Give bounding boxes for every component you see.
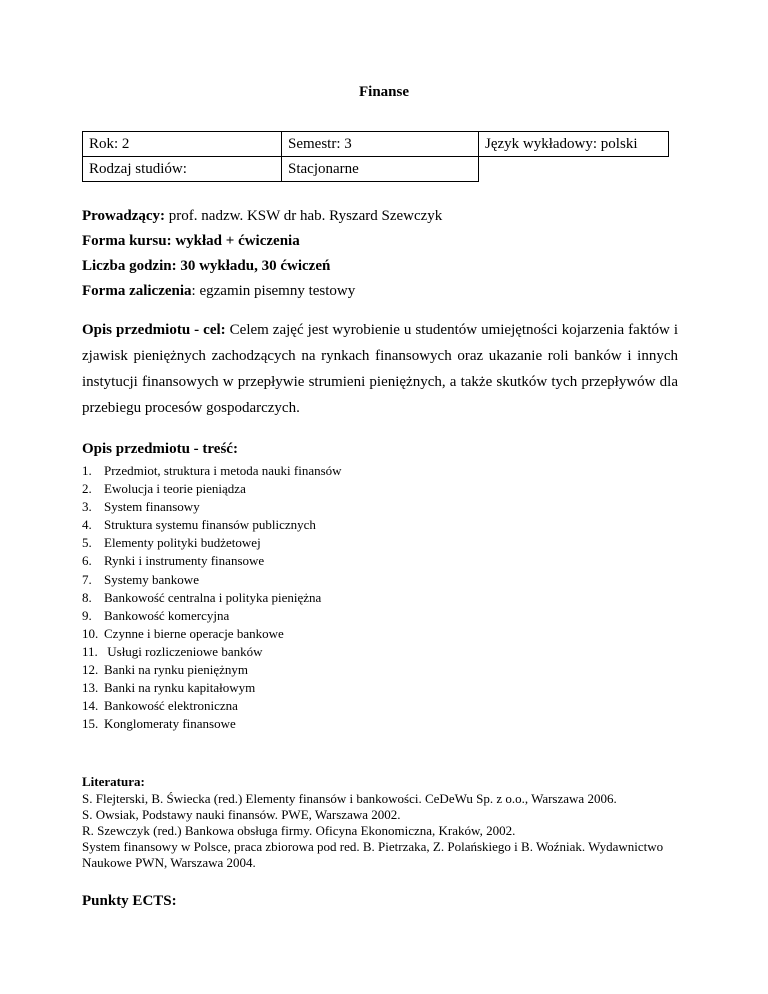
- topic-number: 12.: [82, 662, 99, 678]
- topic-text: Struktura systemu finansów publicznych: [104, 517, 316, 533]
- topic-number: 14.: [82, 698, 99, 714]
- literature-entry: R. Szewczyk (red.) Bankowa obsługa firmy. Oficyna Ekonomiczna, Kraków, 2002.: [82, 823, 516, 838]
- topic-text: Czynne i bierne operacje bankowe: [104, 625, 284, 641]
- topic-text: Rynki i instrumenty finansowe: [104, 553, 265, 569]
- topic-item: [82, 552, 342, 570]
- topic-text: Elementy polityki budżetowej: [104, 535, 261, 551]
- course-topics-list: [82, 462, 342, 733]
- topic-number: 7.: [82, 571, 92, 587]
- topic-number: 11.: [82, 643, 98, 659]
- topic-item: [82, 661, 342, 679]
- study-type-value-cell: Stacjonarne: [282, 157, 479, 182]
- topic-number: 6.: [82, 553, 92, 569]
- topic-item: [82, 534, 342, 552]
- course-form-line: [82, 231, 300, 251]
- topic-text: Ewolucja i teorie pieniądza: [104, 481, 246, 497]
- assessment-label: Forma zaliczenia: [82, 283, 192, 299]
- lecturer-line: [82, 206, 442, 226]
- topic-text: Bankowość elektroniczna: [104, 698, 238, 714]
- topic-item: [82, 679, 342, 697]
- hours-count: Liczba godzin: 30 wykładu, 30 ćwiczeń: [82, 258, 331, 274]
- literature-entry: S. Owsiak, Podstawy nauki finansów. PWE, Warszawa 2002.: [82, 807, 401, 822]
- topic-text: Przedmiot, struktura i metoda nauki finansów: [104, 463, 342, 478]
- topic-item: [82, 498, 342, 516]
- topic-item: [82, 516, 342, 534]
- topic-text: Bankowość centralna i polityka pieniężna: [104, 589, 322, 605]
- language-cell: Język wykładowy: polski: [479, 132, 669, 157]
- course-objective: [82, 317, 678, 421]
- lecturer-value: prof. nadzw. KSW dr hab. Ryszard Szewczyk: [165, 208, 443, 224]
- topic-text: Banki na rynku kapitałowym: [104, 680, 256, 696]
- literature-list: [82, 791, 682, 871]
- assessment-line: [82, 281, 355, 301]
- topic-number: 13.: [82, 680, 99, 696]
- topic-number: 4.: [82, 517, 92, 533]
- topic-item: [82, 607, 342, 625]
- topic-text: System finansowy: [104, 499, 200, 515]
- topic-number: 3.: [82, 499, 92, 515]
- topic-number: 15.: [82, 716, 99, 732]
- topic-item: [82, 589, 342, 607]
- course-objective-text: Celem zajęć jest wyrobienie u studentów umiejętności kojarzenia faktów i zjawisk pieniężnych zachodzących na rynkach finansowych oraz ukazanie roli banków i innych instytucji finansowych w przepływie strumieni pieniężnych, a także skutków tych przepływów dla przebiegu procesów gospodarczych.: [82, 322, 678, 416]
- topic-item: [82, 715, 342, 733]
- topic-number: 2.: [82, 481, 92, 497]
- topic-text: Banki na rynku pieniężnym: [104, 662, 249, 678]
- course-info-row: [83, 157, 669, 182]
- topic-number: 5.: [82, 535, 92, 551]
- literature-entry: System finansowy w Polsce, praca zbiorowa pod red. B. Pietrzaka, Z. Polańskiego i B. Woźniak. Wydawnictwo Naukowe PWN, Warszawa 2004.: [82, 839, 664, 870]
- topic-item: [82, 643, 342, 661]
- lecturer-label: Prowadzący:: [82, 208, 166, 224]
- literature-heading: Literatura:: [82, 774, 145, 789]
- ects-heading: Punkty ECTS:: [82, 893, 177, 909]
- topic-item: [82, 571, 342, 589]
- course-info-row: [83, 132, 669, 157]
- topic-text: Konglomeraty finansowe: [104, 716, 236, 732]
- course-info-table: [82, 131, 669, 182]
- year-cell: Rok: 2: [83, 132, 282, 157]
- topic-number: 8.: [82, 589, 92, 605]
- topic-item: [82, 462, 342, 480]
- study-type-label-cell: Rodzaj studiów:: [83, 157, 282, 182]
- topic-text: Bankowość komercyjna: [104, 607, 230, 623]
- topic-item: [82, 480, 342, 498]
- hours-line: [82, 256, 330, 276]
- topic-number: 10.: [82, 625, 99, 641]
- course-objective-label: Opis przedmiotu - cel:: [82, 322, 226, 338]
- topic-number: 9.: [82, 607, 92, 623]
- semester-cell: Semestr: 3: [282, 132, 479, 157]
- course-form: Forma kursu: wykład + ćwiczenia: [82, 233, 300, 249]
- topic-text: Usługi rozliczeniowe banków: [104, 643, 263, 659]
- topic-item: [82, 697, 342, 715]
- course-content-heading: Opis przedmiotu - treść:: [82, 441, 238, 457]
- topic-text: Systemy bankowe: [104, 571, 199, 587]
- topic-item: [82, 625, 342, 643]
- assessment-value: : egzamin pisemny testowy: [191, 283, 356, 299]
- literature-entry: S. Flejterski, B. Świecka (red.) Elementy finansów i bankowości. CeDeWu Sp. z o.o., Warszawa 2006.: [82, 791, 617, 806]
- document-title: Finanse: [358, 84, 409, 100]
- topic-number: 1.: [82, 463, 92, 478]
- empty-cell: [479, 157, 669, 182]
